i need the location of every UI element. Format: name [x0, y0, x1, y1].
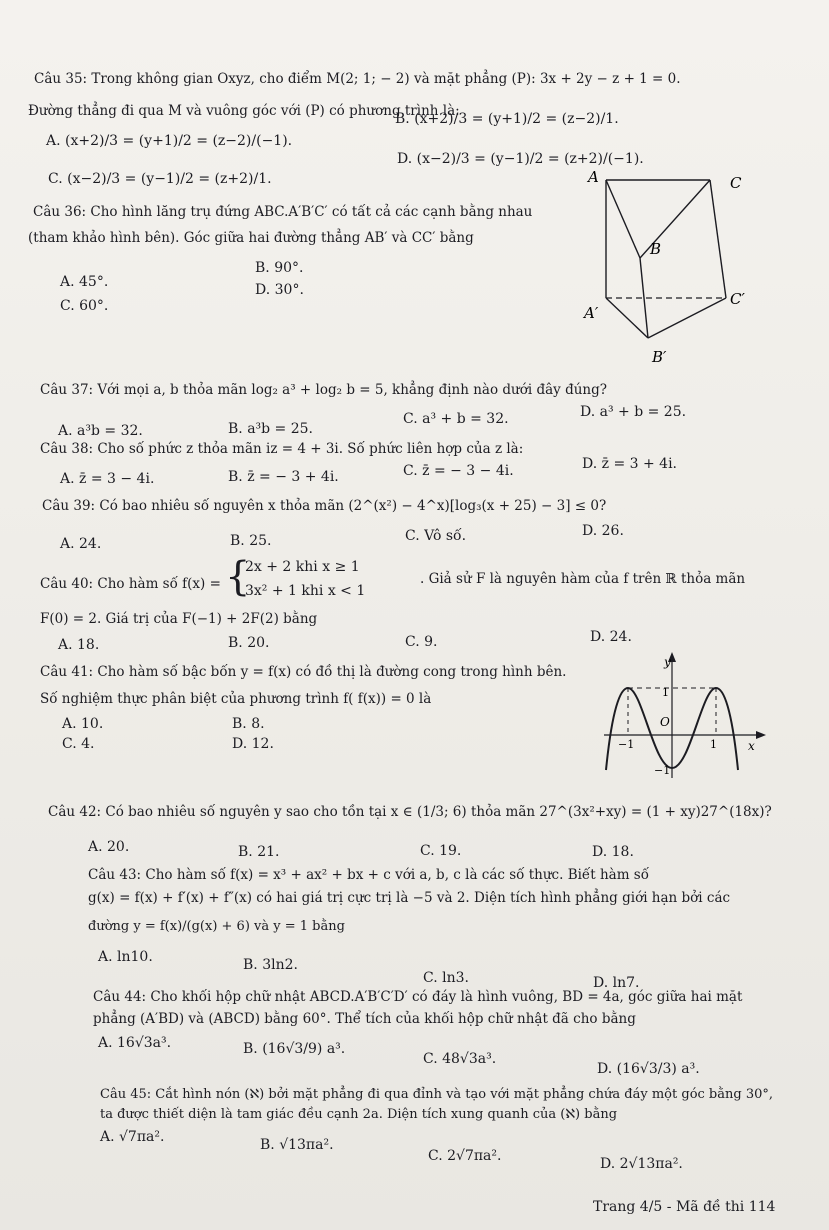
label-A: A: [588, 168, 599, 186]
q41-option-c[interactable]: C. 4.: [62, 736, 95, 752]
graph-y-label: y: [664, 655, 671, 669]
q35-option-c[interactable]: C. (x−2)/3 = (y−1)/2 = (z+2)/1.: [48, 171, 272, 187]
q44-option-a[interactable]: A. 16√3a³.: [98, 1035, 172, 1051]
q43-option-c[interactable]: C. ln3.: [423, 970, 469, 986]
q45-option-c[interactable]: C. 2√7πa².: [428, 1148, 502, 1164]
q40-stem-prefix: Câu 40: Cho hàm số f(x) =: [40, 576, 221, 592]
q36-option-c[interactable]: C. 60°.: [60, 298, 109, 314]
q44-option-b[interactable]: B. (16√3/9) a³.: [243, 1041, 346, 1057]
q39-option-c[interactable]: C. Vô số.: [405, 528, 467, 544]
label-B: B: [650, 240, 662, 258]
q43-option-b[interactable]: B. 3ln2.: [243, 957, 298, 973]
q40-option-d[interactable]: D. 24.: [590, 629, 632, 645]
q35-option-d[interactable]: D. (x−2)/3 = (y−1)/2 = (z+2)/(−1).: [397, 151, 644, 167]
page-footer: Trang 4/5 - Mã đề thi 114: [593, 1199, 776, 1215]
graph-y1-label: 1: [662, 686, 669, 699]
label-C: C: [730, 174, 742, 192]
q43-stem-line2: g(x) = f(x) + f′(x) + f″(x) có hai giá trị cực trị là −5 và 2. Diện tích hình phẳng giới hạn bởi các: [88, 890, 731, 906]
q40-stem-suffix: . Giả sử F là nguyên hàm của f trên ℝ thỏa mãn: [420, 571, 746, 587]
q39-stem: Câu 39: Có bao nhiêu số nguyên x thỏa mãn (2^(x²) − 4^x)[log₃(x + 25) − 3] ≤ 0?: [42, 498, 607, 514]
q40-option-a[interactable]: A. 18.: [58, 637, 100, 653]
q43-stem-line3: đường y = f(x)/(g(x) + 6) và y = 1 bằng: [88, 919, 345, 934]
q42-option-d[interactable]: D. 18.: [592, 844, 634, 860]
q40-option-b[interactable]: B. 20.: [228, 635, 270, 651]
q35-option-b[interactable]: B. (x+2)/3 = (y+1)/2 = (z−2)/1.: [395, 111, 619, 127]
q37-option-b[interactable]: B. a³b = 25.: [228, 421, 314, 437]
graph-origin-label: O: [660, 715, 670, 729]
q41-option-d[interactable]: D. 12.: [232, 736, 274, 752]
q45-stem-line1: Câu 45: Cắt hình nón (ℵ) bởi mặt phẳng đi qua đỉnh và tạo với mặt phẳng chứa đáy một góc bằng 30°,: [100, 1087, 774, 1102]
q36-stem-line2: (tham khảo hình bên). Góc giữa hai đường thẳng AB′ và CC′ bằng: [28, 230, 474, 246]
q36-option-a[interactable]: A. 45°.: [60, 274, 109, 290]
q43-option-d[interactable]: D. ln7.: [593, 975, 640, 991]
q40-option-c[interactable]: C. 9.: [405, 634, 438, 650]
q45-option-a[interactable]: A. √7πa².: [100, 1129, 165, 1145]
q42-option-b[interactable]: B. 21.: [238, 844, 280, 860]
q37-stem: Câu 37: Với mọi a, b thỏa mãn log₂ a³ + log₂ b = 5, khẳng định nào dưới đây đúng?: [40, 382, 607, 398]
q44-stem-line1: Câu 44: Cho khối hộp chữ nhật ABCD.A′B′C′D′ có đáy là hình vuông, BD = 4a, góc giữa hai mặt: [93, 989, 743, 1005]
q42-option-a[interactable]: A. 20.: [88, 839, 130, 855]
q36-stem-line1: Câu 36: Cho hình lăng trụ đứng ABC.A′B′C′ có tất cả các cạnh bằng nhau: [33, 204, 533, 220]
q44-stem-line2: phẳng (A′BD) và (ABCD) bằng 60°. Thể tích của khối hộp chữ nhật đã cho bằng: [93, 1011, 636, 1027]
prism-figure: [580, 158, 780, 373]
q38-option-c[interactable]: C. z̄ = − 3 − 4i.: [403, 463, 514, 479]
graph-yneg1-label: −1: [654, 764, 671, 777]
q37-option-d[interactable]: D. a³ + b = 25.: [580, 404, 687, 420]
q41-stem-line1: Câu 41: Cho hàm số bậc bốn y = f(x) có đồ thị là đường cong trong hình bên.: [40, 664, 567, 680]
q35-stem-line1: Câu 35: Trong không gian Oxyz, cho điểm M(2; 1; − 2) và mặt phẳng (P): 3x + 2y − z + 1 = 0.: [34, 71, 681, 87]
q42-stem: Câu 42: Có bao nhiêu số nguyên y sao cho tồn tại x ∈ (1/3; 6) thỏa mãn 27^(3x²+xy) = (1 + xy)27^(18x)?: [48, 804, 772, 820]
graph-x-label: x: [748, 739, 755, 753]
q39-option-b[interactable]: B. 25.: [230, 533, 272, 549]
q41-stem-line2: Số nghiệm thực phân biệt của phương trình f( f(x)) = 0 là: [40, 691, 432, 707]
q38-option-b[interactable]: B. z̄ = − 3 + 4i.: [228, 469, 339, 485]
q35-option-a[interactable]: A. (x+2)/3 = (y+1)/2 = (z−2)/(−1).: [46, 133, 293, 149]
q37-option-c[interactable]: C. a³ + b = 32.: [403, 411, 509, 427]
q41-option-a[interactable]: A. 10.: [62, 716, 104, 732]
q45-option-b[interactable]: B. √13πa².: [260, 1137, 334, 1153]
graph-x1-label: 1: [710, 738, 717, 751]
q38-stem: Câu 38: Cho số phức z thỏa mãn iz = 4 + 3i. Số phức liên hợp của z là:: [40, 441, 524, 457]
q45-option-d[interactable]: D. 2√13πa².: [600, 1156, 683, 1172]
q44-option-d[interactable]: D. (16√3/3) a³.: [597, 1061, 700, 1077]
q43-stem-line1: Câu 43: Cho hàm số f(x) = x³ + ax² + bx + c với a, b, c là các số thực. Biết hàm số: [88, 867, 649, 883]
q38-option-d[interactable]: D. z̄ = 3 + 4i.: [582, 456, 678, 472]
label-B1: B′: [652, 348, 667, 366]
quartic-graph: [598, 650, 768, 780]
q40-stem-line2: F(0) = 2. Giá trị của F(−1) + 2F(2) bằng: [40, 611, 318, 627]
label-A1: A′: [584, 304, 599, 322]
q40-brace: {: [225, 554, 251, 600]
q43-option-a[interactable]: A. ln10.: [98, 949, 153, 965]
q44-option-c[interactable]: C. 48√3a³.: [423, 1051, 497, 1067]
q36-option-d[interactable]: D. 30°.: [255, 282, 304, 298]
q37-option-a[interactable]: A. a³b = 32.: [58, 423, 143, 439]
q45-stem-line2: ta được thiết diện là tam giác đều cạnh 2a. Diện tích xung quanh của (ℵ) bằng: [100, 1107, 618, 1122]
label-C1: C′: [730, 290, 745, 308]
q40-case2: 3x² + 1 khi x < 1: [245, 583, 366, 599]
q39-option-d[interactable]: D. 26.: [582, 523, 624, 539]
q42-option-c[interactable]: C. 19.: [420, 843, 462, 859]
q35-stem-line2: Đường thẳng đi qua M và vuông góc với (P) có phương trình là:: [28, 103, 460, 119]
q36-option-b[interactable]: B. 90°.: [255, 260, 304, 276]
graph-xneg1-label: −1: [618, 738, 635, 751]
q39-option-a[interactable]: A. 24.: [60, 536, 102, 552]
q40-case1: 2x + 2 khi x ≥ 1: [245, 559, 360, 575]
q38-option-a[interactable]: A. z̄ = 3 − 4i.: [60, 471, 155, 487]
q41-option-b[interactable]: B. 8.: [232, 716, 265, 732]
